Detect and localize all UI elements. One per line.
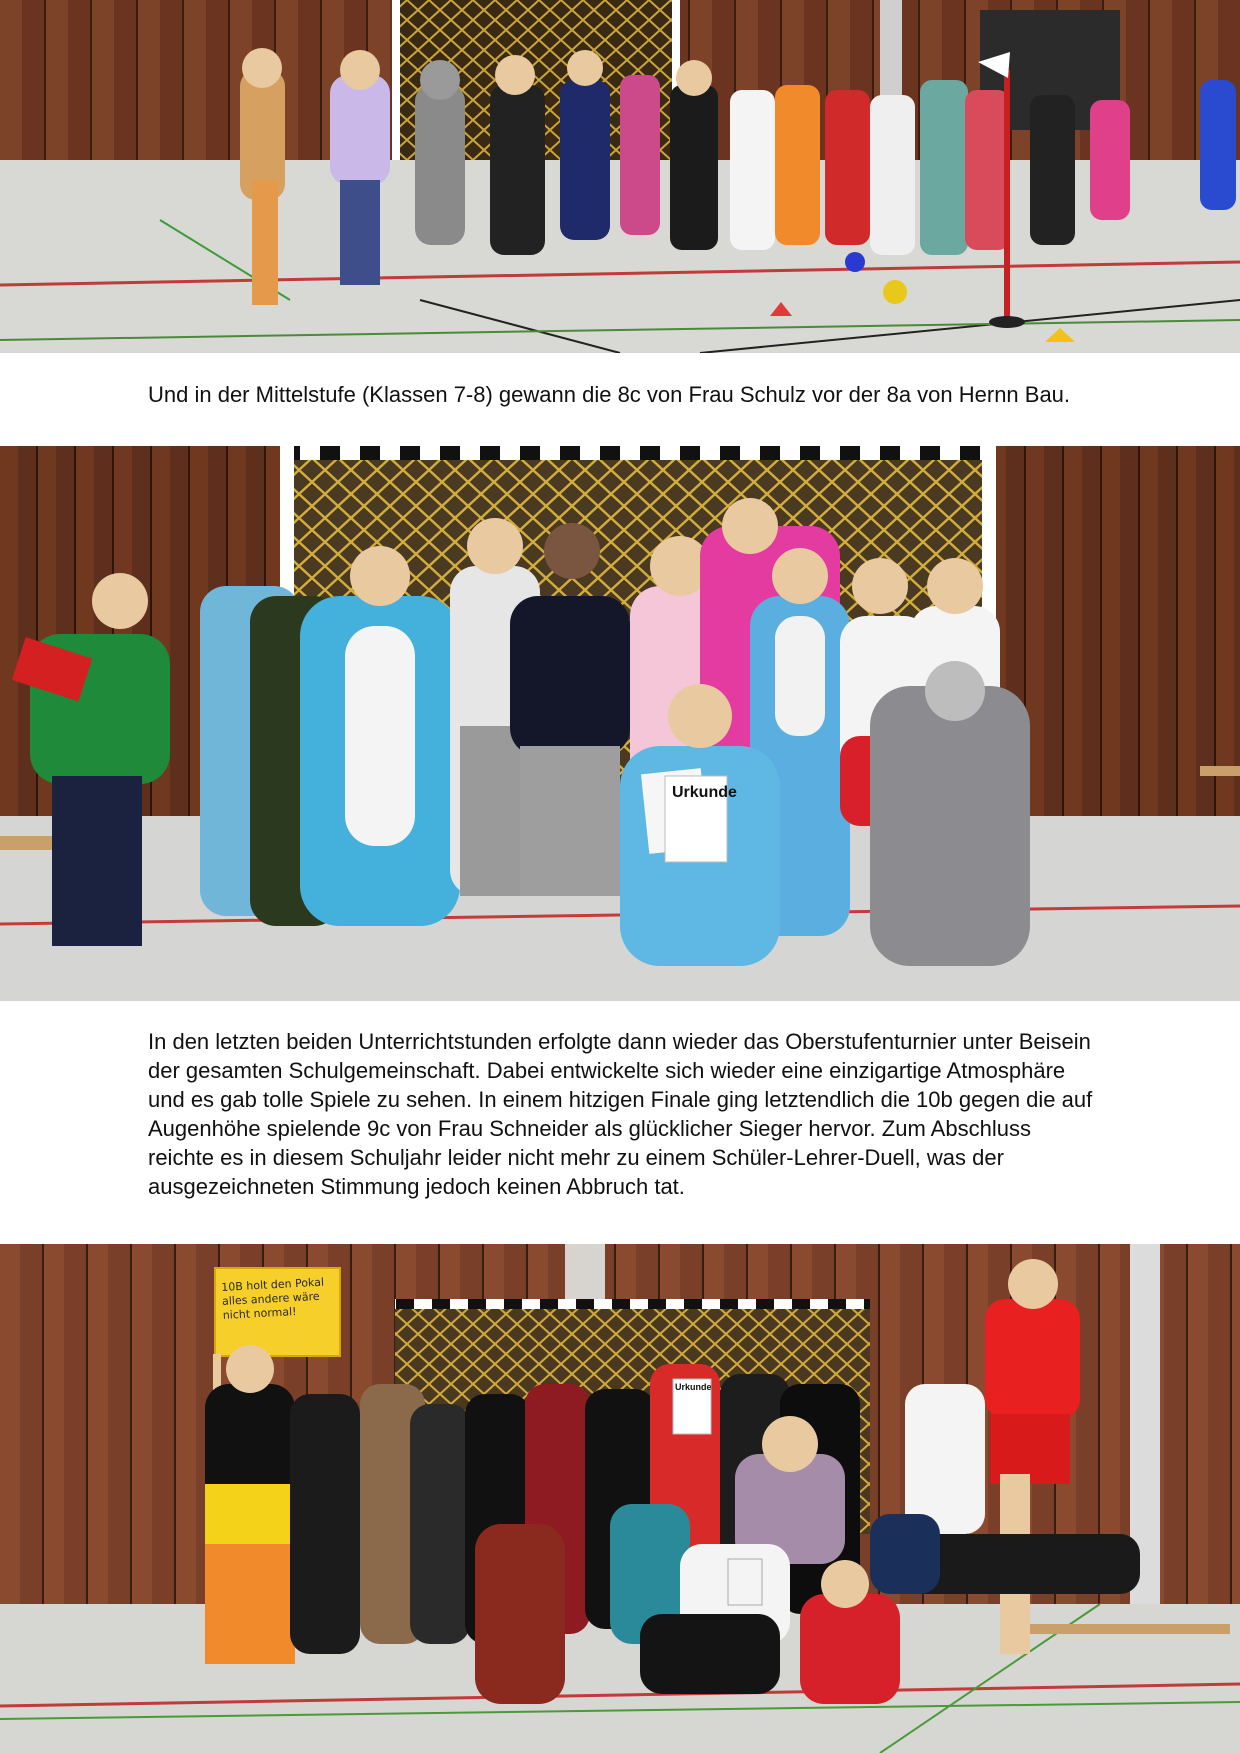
- paragraph-mittelstufe-result: Und in der Mittelstufe (Klassen 7-8) gewann die 8c von Frau Schulz vor der 8a von Hernn Bau.: [148, 382, 1071, 407]
- photo-mittelstufe-winners-art: [0, 446, 1240, 1001]
- photo-mittelstufe-winners: [0, 446, 1240, 1001]
- sign-board-text: 10B holt den Pokal alles andere wäre nicht normal!: [220, 1275, 325, 1322]
- photo-conga-line-art: [0, 0, 1240, 353]
- certificate-3-label: Urkunde: [675, 1382, 712, 1392]
- certificate-2: [641, 768, 727, 862]
- paragraph-oberstufe-tournament: In den letzten beiden Unterrichtstunden erfolgte dann wieder das Oberstufenturnier unter Beisein der gesamten Schulgemeinschaft. Dabei entwickelte sich wieder eine einzigartige Atmosphäre und es gab tolle Spiele zu sehen. In einem hitzigen Finale ging letztendlich die 10b gegen die auf Augenhöhe spielende 9c von Frau Schneider als glücklicher Sieger hervor. Zum Abschluss reichte es in diesem Schuljahr leider nicht mehr zu einem Schüler-Lehrer-Duell, was der ausgezeichneten Stimmung jedoch keinen Abbruch tat.: [148, 1029, 1093, 1199]
- photo-oberstufe-winners-art: [0, 1244, 1240, 1753]
- certificate-2-label: Urkunde: [672, 784, 737, 801]
- photo-oberstufe-winners: [0, 1244, 1240, 1753]
- photo-conga-line: [0, 0, 1240, 353]
